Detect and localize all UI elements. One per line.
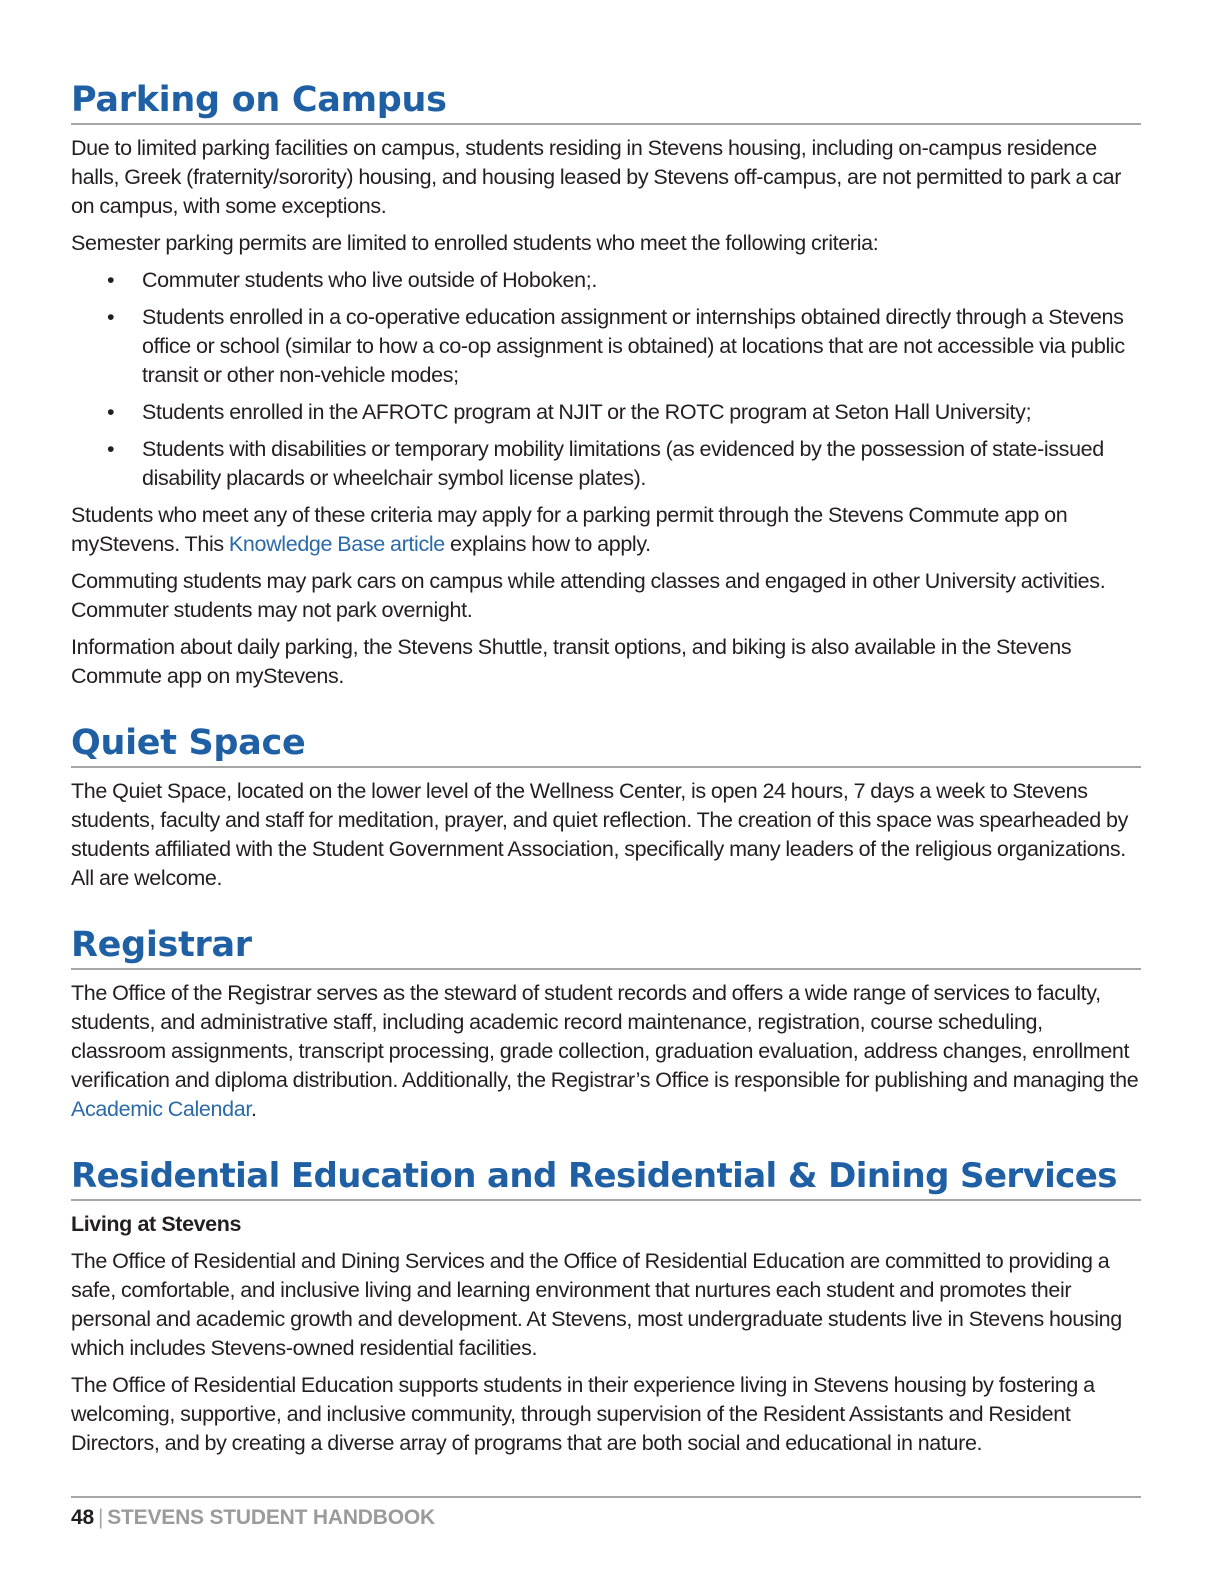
section-heading-parking: Parking on Campus	[71, 78, 1141, 125]
section-heading-registrar: Registrar	[71, 923, 1141, 970]
criteria-text: Students enrolled in the AFROTC program at NJIT or the ROTC program at Seton Hall University;	[142, 400, 1032, 424]
criteria-text: Students with disabilities or temporary mobility limitations (as evidenced by the possession of state-issued disability placards or wheelchair symbol license plates).	[142, 437, 1104, 490]
parking-paragraph-5: Information about daily parking, the Stevens Shuttle, transit options, and biking is also available in the Stevens Commute app on myStevens.	[71, 635, 1072, 688]
page-footer	[71, 1496, 1141, 1530]
bullet-icon: •	[107, 437, 115, 461]
parking-paragraph-3-text-end: explains how to apply.	[444, 532, 651, 556]
criteria-text: Students enrolled in a co-operative education assignment or internships obtained directly through a Stevens office or school (similar to how a co-op assignment is obtained) at locations that are not accessible via public transit or other non-vehicle modes;	[142, 305, 1125, 387]
criteria-text: Commuter students who live outside of Hoboken;.	[142, 268, 597, 292]
parking-criteria-list	[71, 266, 1141, 493]
section-parking	[71, 78, 1141, 691]
footer-separator: |	[97, 1506, 104, 1529]
residential-paragraph-2: The Office of Residential Education supports students in their experience living in Stevens housing by fostering a welcoming, supportive, and inclusive community, through supervision of the Resident Assistants and Resident Directors, and by creating a diverse array of programs that are both social and educational in nature.	[71, 1373, 1095, 1455]
knowledge-base-article-link[interactable]: Knowledge Base article	[228, 532, 445, 556]
bullet-icon: •	[107, 305, 115, 329]
parking-paragraph-1: Due to limited parking facilities on campus, students residing in Stevens housing, including on-campus residence halls, Greek (fraternity/sorority) housing, and housing leased by Stevens off-campus, are not permitted to park a car on campus, with some exceptions.	[71, 136, 1122, 218]
section-registrar	[71, 923, 1141, 1124]
handbook-page	[71, 78, 1141, 1466]
section-quiet-space	[71, 721, 1141, 893]
parking-paragraph-3-text: Students who meet any of these criteria may apply for a parking permit through the Stevens Commute app on myStevens. This	[71, 503, 1068, 556]
quiet-space-paragraph: The Quiet Space, located on the lower level of the Wellness Center, is open 24 hours, 7 days a week to Stevens students, faculty and staff for meditation, prayer, and quiet reflection. The creation of this space was spearheaded by students affiliated with the Student Government Association, specifically many leaders of the religious organizations. All are welcome.	[71, 779, 1128, 890]
residential-paragraph-1: The Office of Residential and Dining Services and the Office of Residential Education are committed to providing a safe, comfortable, and inclusive living and learning environment that nurtures each student and promotes their personal and academic growth and development. At Stevens, most undergraduate students live in Stevens housing which includes Stevens-owned residential facilities.	[71, 1249, 1122, 1360]
list-item	[71, 266, 1141, 295]
registrar-paragraph-text: The Office of the Registrar serves as the steward of student records and offers a wide range of services to faculty, students, and administrative staff, including academic record maintenance, registration, course scheduling, classroom assignments, transcript processing, grade collection, graduation evaluation, address changes, enrollment verification and diploma distribution. Additionally, the Registrar’s Office is responsible for publishing and managing the	[71, 981, 1139, 1092]
parking-paragraph-3	[71, 501, 1141, 559]
spacer	[71, 901, 1141, 923]
bullet-icon: •	[107, 268, 115, 292]
section-heading-quiet-space: Quiet Space	[71, 721, 1141, 768]
section-heading-residential: Residential Education and Residential & Dining Services	[71, 1154, 1141, 1201]
registrar-paragraph-text-end: .	[251, 1097, 257, 1121]
handbook-title: STEVENS STUDENT HANDBOOK	[107, 1506, 435, 1529]
spacer	[71, 699, 1141, 721]
page-number: 48	[71, 1506, 94, 1529]
bullet-icon: •	[107, 400, 115, 424]
section-residential	[71, 1154, 1141, 1458]
parking-paragraph-4: Commuting students may park cars on campus while attending classes and engaged in other University activities. Commuter students may not park overnight.	[71, 569, 1106, 622]
academic-calendar-link[interactable]: Academic Calendar	[71, 1097, 251, 1121]
list-item	[71, 435, 1141, 493]
list-item	[71, 303, 1141, 390]
parking-paragraph-2: Semester parking permits are limited to enrolled students who meet the following criteria:	[71, 231, 879, 255]
list-item	[71, 398, 1141, 427]
registrar-paragraph	[71, 979, 1141, 1124]
subheading-living-at-stevens: Living at Stevens	[71, 1212, 242, 1236]
spacer	[71, 1132, 1141, 1154]
